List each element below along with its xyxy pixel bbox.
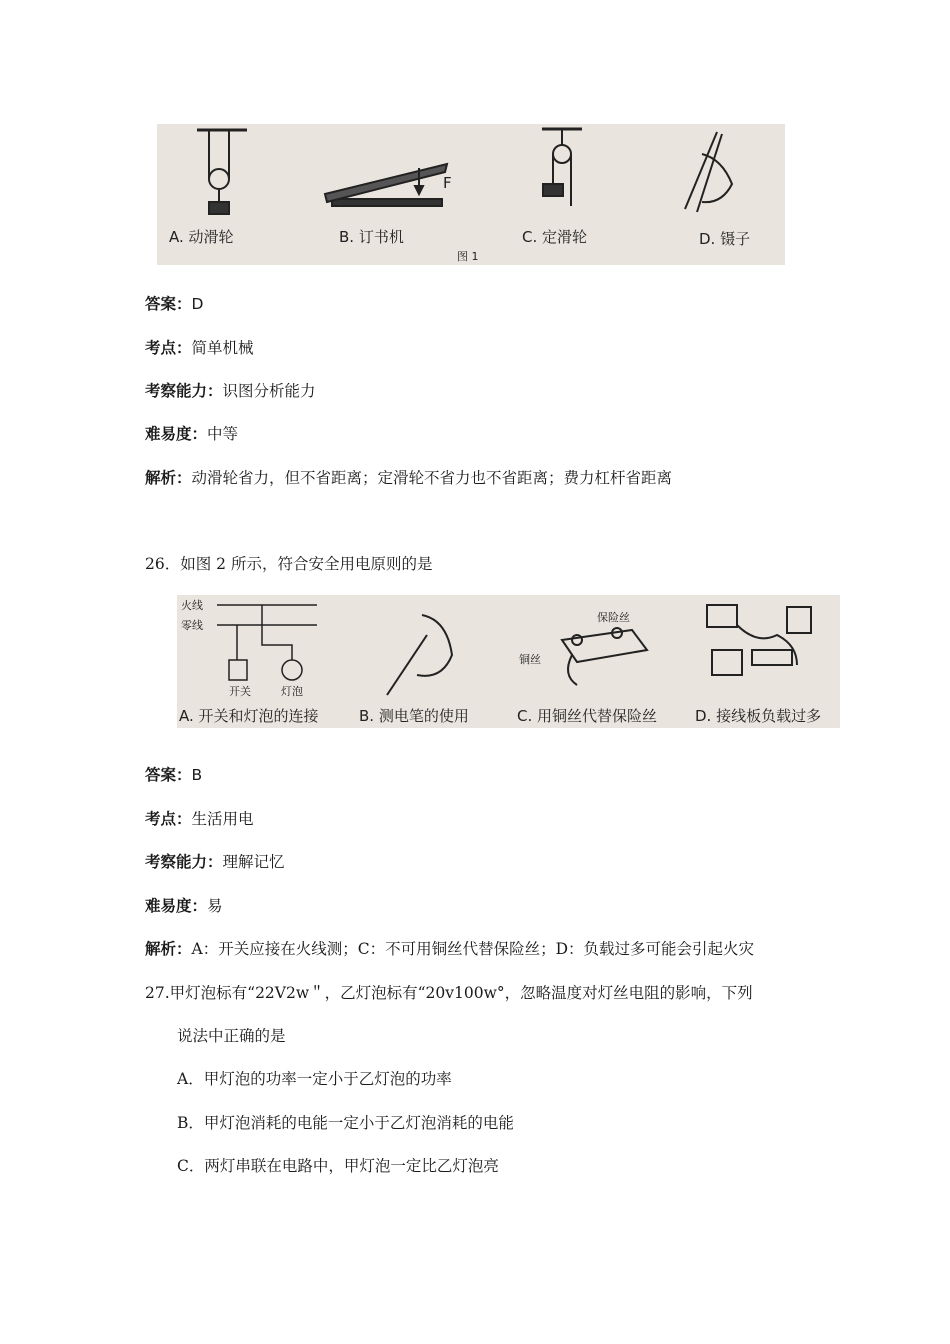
fixed-pulley-drawing [542, 129, 582, 206]
q25-analysis [145, 468, 672, 488]
live-wire-label: 火线 [181, 599, 203, 612]
fig1-label-d: D. 镊子 [699, 230, 751, 248]
analysis-label: 解析： [145, 940, 192, 958]
fig2-label-b: B. 测电笔的使用 [359, 707, 469, 725]
q26-analysis [145, 939, 754, 959]
q27-stem-line1: 27.甲灯泡标有“22V2w＂，乙灯泡标有“20v100w°，忽略温度对灯丝电阻的影响，下列 [145, 984, 753, 1002]
ability-value: 识图分析能力 [222, 382, 316, 400]
q26-difficulty [145, 896, 223, 916]
fig1-label-c: C. 定滑轮 [522, 228, 588, 246]
power-strip-drawing [707, 605, 811, 675]
fig1-caption: 图 1 [457, 250, 479, 263]
figure-1 [157, 124, 785, 265]
stapler-drawing [325, 164, 447, 206]
point-label: 考点： [145, 810, 192, 828]
q27-option-b: B．甲灯泡消耗的电能一定小于乙灯泡消耗的电能 [177, 1114, 514, 1132]
fig2-label-c: C. 用铜丝代替保险丝 [517, 707, 658, 725]
copper-label: 铜丝 [519, 653, 541, 666]
switch-label: 开关 [229, 685, 251, 698]
answer-value: B [191, 766, 203, 784]
movable-pulley-drawing [197, 130, 247, 214]
fig2-label-a: A. 开关和灯泡的连接 [179, 707, 319, 725]
point-value: 简单机械 [191, 339, 254, 357]
test-pen-drawing [387, 615, 452, 695]
analysis-value: 动滑轮省力，但不省距离；定滑轮不省力也不省距离；费力杠杆省距离 [191, 469, 673, 487]
answer-value: D [191, 295, 204, 313]
wiring-drawing [217, 605, 317, 680]
q26-point [145, 809, 254, 829]
force-label: F [443, 174, 452, 192]
bulb-label: 灯泡 [281, 685, 303, 698]
fig1-label-a: A. 动滑轮 [169, 228, 234, 246]
difficulty-value: 中等 [207, 425, 239, 443]
q27-option-a: A．甲灯泡的功率一定小于乙灯泡的功率 [177, 1070, 452, 1088]
fig1-label-b: B. 订书机 [339, 228, 404, 246]
difficulty-value: 易 [207, 897, 223, 915]
ability-label: 考察能力： [145, 853, 223, 871]
answer-label: 答案： [145, 295, 192, 313]
fuse-label: 保险丝 [597, 611, 630, 624]
fuse-drawing [562, 628, 647, 685]
fig2-label-d: D. 接线板负载过多 [695, 707, 822, 725]
point-label: 考点： [145, 339, 192, 357]
q26-stem: 26．如图 2 所示，符合安全用电原则的是 [145, 555, 433, 573]
difficulty-label: 难易度： [145, 425, 208, 443]
answer-label: 答案： [145, 766, 192, 784]
q25-ability [145, 381, 316, 401]
neutral-wire-label: 零线 [181, 619, 203, 632]
analysis-label: 解析： [145, 469, 192, 487]
figure-2 [177, 595, 840, 728]
point-value: 生活用电 [191, 810, 254, 828]
q25-difficulty [145, 424, 238, 444]
q27-stem-line2: 说法中正确的是 [177, 1027, 286, 1045]
q26-ability [145, 852, 285, 872]
ability-label: 考察能力： [145, 382, 223, 400]
ability-value: 理解记忆 [222, 853, 285, 871]
tweezers-drawing [685, 132, 732, 212]
q25-answer [145, 294, 203, 314]
difficulty-label: 难易度： [145, 897, 208, 915]
q25-point [145, 338, 254, 358]
analysis-value: A：开关应接在火线测；C：不可用铜丝代替保险丝；D：负载过多可能会引起火灾 [191, 940, 754, 958]
q27-option-c: C．两灯串联在电路中，甲灯泡一定比乙灯泡亮 [177, 1157, 499, 1175]
q26-answer [145, 765, 202, 785]
